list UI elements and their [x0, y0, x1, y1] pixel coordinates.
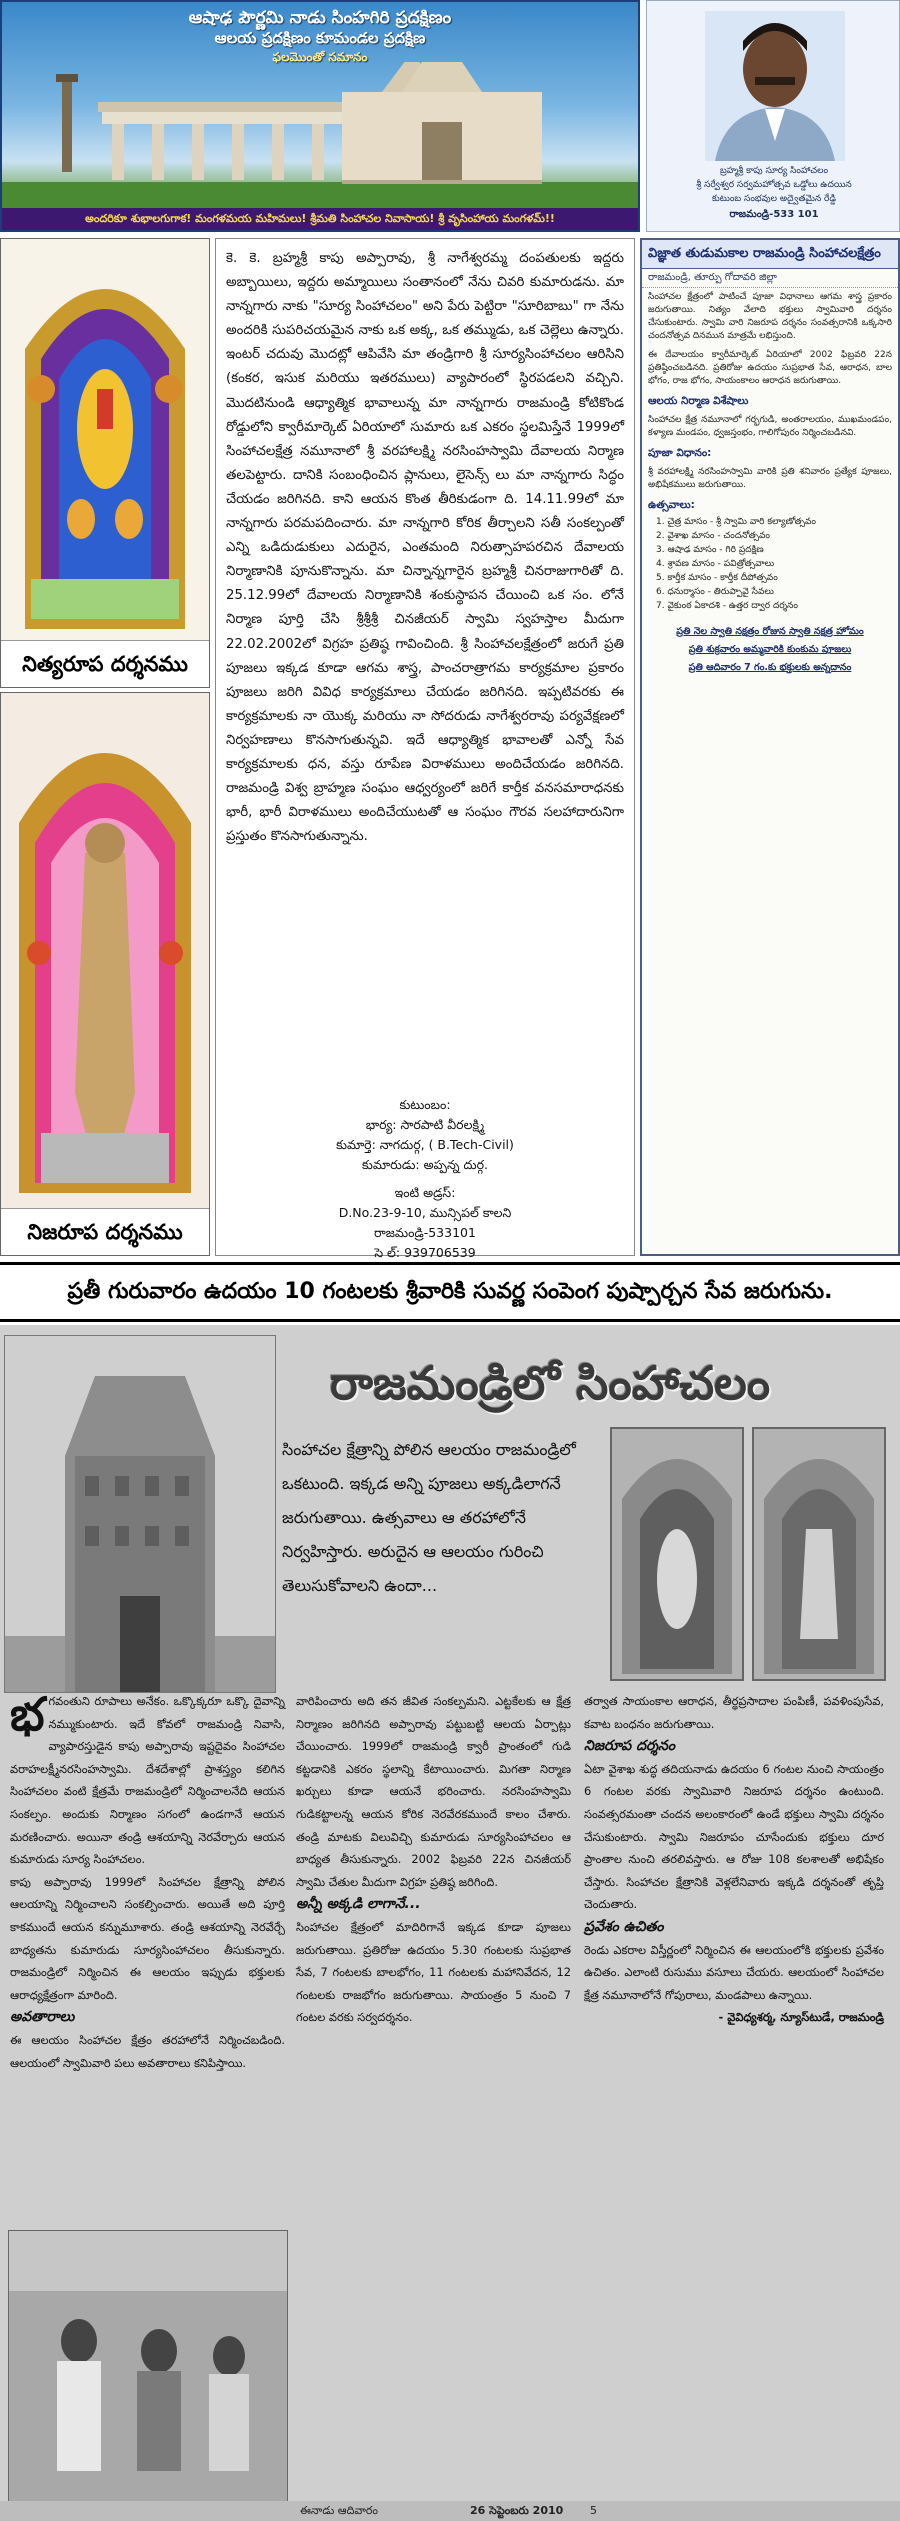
temple-illustration [2, 62, 638, 212]
col2-para-2: సింహాచల క్షేత్రంలో మాదిరిగానే ఇక్కడ కూడా పూజలు జరుగుతాయి. ప్రతిరోజు ఉదయం 5.30 గంటలకు సుప్రభాత సేవ, 7 గంటలకు బాలభోగం, 11 గంటలకు మహానివేదన, 12 గంటలకు రాజభోగం జరుగుతాయి. సాయంత్రం 5 నుంచి 7 గంటల వరకు సర్వదర్శనం. [296, 1919, 571, 2025]
drop-cap: భ [10, 1687, 45, 1741]
col3-para-2: ఏటా వైశాఖ శుద్ధ తదియనాడు ఉదయం 6 గంటల నుంచి సాయంత్రం 6 గంటల వరకు స్వామివారి నిజరూప దర్శనం ఉంటుంది. సంవత్సరమంతా చందన అలంకారంలో ఉండే భక్తులు స్వామి దర్శనం చేసుకుంటారు. స్వామి నిజరూపం చూసేందుకు భక్తులు దూర ప్రాంతాల నుంచి తరలివస్తారు. ఆ రోజు 108 కలశాలతో అభిషేకం చేస్తారు. సింహాచల క్షేత్రానికి వెళ్లలేనివారు ఇక్కడి దర్శనంతో తృప్తి చెందుతారు. [584, 1761, 884, 1912]
banner-line-1: ఆషాఢ పౌర్ణమి నాడు సింహగిరి ప్రదక్షిణం [188, 8, 452, 28]
nijarupa-image [1, 693, 209, 1209]
sidebar-foot-1: ప్రతి నెల స్వాతి నక్షత్రం రోజున స్వాతి నక్షత్ర హోమం [676, 626, 864, 637]
sidebar-para-1: సింహాచల క్షేత్రంలో పాటించే పూజా విధానాలు ఆగమ శాస్త్ర ప్రకారం జరుగుతాయి. నిత్యం వేలాది భక్తులు స్వామివారి దర్శనం చేసుకుంటారు. స్వామి వారి నిజరూప దర్శనం సంవత్సరానికి ఒక్కసారి చందనోత్సవ దినమున మాత్రమే లభిస్తుంది. [648, 292, 892, 341]
festival-item: 2. వైశాఖ మాసం - చందనోత్సవం [656, 531, 770, 541]
sidebar-para-2: ఈ దేవాలయం క్వారీమార్కెట్ ఏరియాలో 2002 ఫిబ్రవరి 22న ప్రతిష్ఠించబడినది. ప్రతిరోజు ఉదయం సుప్రభాత సేవ, ఆరాధన, బాల భోగం, రాజ భోగం, సాయంకాలం ఆరాధన జరుగుతాయి. [648, 350, 892, 386]
banner-line-2: ఆలయ ప్రదక్షిణం కూమండల ప్రదక్షిణ [214, 29, 426, 47]
festival-item: 7. వైకుంఠ ఏకాదశి - ఉత్తర ద్వార దర్శనం [656, 601, 798, 611]
footer-page: 5 [590, 2504, 597, 2517]
deity-nijarupa [0, 692, 210, 1256]
address-heading: ఇంటి అడ్రస్: [394, 1185, 456, 1200]
footer-date: 26 సెప్టెంబరు 2010 [470, 2504, 564, 2517]
cell-number: సె ల్: 939706539 [374, 1245, 476, 1260]
nijarupa-label: నిజరూప దర్శనము [1, 1208, 209, 1255]
donor-line-3: కుటుంబ సంభవుల అద్వైతమైన రేడ్డి [711, 194, 837, 204]
deity-nityarupa [0, 238, 210, 688]
donor-line-2: శ్రీ సర్వేశ్వర సర్వమహోత్సవ ఒడ్డోలు ఉదయిన [696, 180, 852, 190]
festival-item: 3. ఆషాఢ మాసం - గిరి ప్రదక్షిణ [656, 545, 764, 555]
wife-name: భార్య: సారపాటి వీరలక్ష్మి [365, 1117, 485, 1132]
address-line: D.No.23-9-10, మున్సిపల్ కాలని [338, 1205, 512, 1220]
temple-history-article [215, 238, 635, 1260]
donor-address: రాజమండ్రి-533 101 [729, 209, 819, 220]
son-name: కుమారుడు: అప్పన్న దుర్గ. [362, 1157, 488, 1172]
nityarupa-image [1, 239, 209, 641]
sidebar-head-1: ఆలయ నిర్మాణ విశేషాలు [648, 395, 749, 407]
people-illustration [9, 2231, 287, 2501]
footer-publication: ఈనాడు ఆదివారం [300, 2504, 378, 2517]
col3-para-3: రెండు ఎకరాల విస్తీర్ణంలో నిర్మించిన ఈ ఆలయంలోకి భక్తులకు ప్రవేశం ఉచితం. ఎలాంటి రుసుము వసూలు చేయరు. ఆలయంలో సింహాచల క్షేత్ర నమూనాలోనే గోపురాలు, మండపాలు ఉన్నాయి. [584, 1942, 884, 2002]
sidebar-foot-2: ప్రతి శుక్రవారం అమ్మవారికి కుంకుమ పూజలు [688, 644, 852, 655]
family-details [216, 1095, 634, 1263]
article-body: కె. కె. బ్రహ్మశ్రీ కాపు అప్పారావు, శ్రీ నాగేశ్వరమ్మ దంపతులకు ఇద్దరు అబ్బాయిలు, ఇద్దరు అమ్మాయిలు సంతానంలో నేను చివరి కుమారుడను. మా నాన్నగారు నాకు "సూర్య సింహాచలం" అని పేరు పెట్టిరా "సూరిబాబు" గా నేను అందరికి సుపరిచయమైన నాకు ఒక అక్క, ఒక తమ్ముడు, ఒక చెల్లెలు ఉన్నారు. ఇంటర్ చదువు మొదట్లో ఆపివేసి మా తండ్రిగారి శ్రీ సూర్యసింహాచలం ఆరిసిని (కంకర, ఇసుక మరియు ఇతరములు) వ్యాపారంలో స్థిరపడలని వచ్చిని. మొదటినుండి ఆధ్యాత్మిక భావాలున్న మా నాన్నగారు రాజమండ్రి కోటికొండ రోడ్డులోని క్వారీమార్కెట్ ఏరియాలో సుమారు ఒక ఎకరం స్థలమిస్తేనే 1999లో సింహాచలక్షేత్ర నమూనాలో శ్రీ వరహాలక్ష్మి నరసింహస్వామి దేవాలయ నిర్మాణ తలపెట్టారు. దానికి సంబంధించిన ప్లానులు, లైసెన్స్ లు మా నాన్నగారు సిద్ధం చేయడం జరిగినది. కాని ఆయన కొంత తీరికుడంగా ది. 14.11.99లో మా నాన్నగారు పరమపదించారు. మా నాన్నగారి కోరిక తీర్చాలని సతీ సంకల్పంతో ఎన్ని ఒడిదుడుకులు ఎదురైన, ఎంతమంది నిరుత్సాహపరచిన దేవాలయ నిర్మాణానికి పూనుకొన్నాను. మా చిన్నాన్నగారైన బ్రహ్మశ్రీ చినరాజుగారితో ది. 25.12.99లో దేవాలయ నిర్మాణానికి శంకుస్థాపన చేయించి ఒక సం. లోనే నిర్మాణ పూర్తి చేసి శ్రీశ్రీశ్రీ చినజీయర్ స్వామి స్వహస్తాల మీదుగా 22.02.2002లో విగ్రహ ప్రతిష్ఠ గావించింది. శ్రీ సింహాచలక్షేత్రంలో జరుగే ప్రతి పూజలు ఇక్కడ కూడా ఆగమ శాస్త్ర, పాంచరాత్రాగమ కార్యక్రమాల ప్రకారం పూజలు జరిగి వివిధ కార్యక్రమాలు చేయడం జరిగినది. ఇప్పటివరకు ఈ కార్యక్రమాలకు నా యొక్క మరియు నా సోదరుడు నాగేశ్వరరావు పర్యవేక్షణలో నిర్వహణాలు కొనసాగుతున్నవి. ఇదే ఆధ్యాత్మిక భావాలతో ఎన్నో సేవ కార్యక్రమాలకు ధన, వస్తు రూపేణ విరాళములు అందిచేయడం జరిగినది. రాజమండ్రి విశ్వ బ్రాహ్మణ సంఘం ఆధ్వర్యంలో జరిగే కార్తీక వనసమారాధనకు భారీ, భారీ విరాళములు అందిచేయుటతో ఆ సంఘం గౌరవ సలహాదారునిగా ప్రస్తుతం కొనసాగుతున్నాను. [226, 251, 624, 845]
daughter-name: కుమార్తె: నాగదుర్గ, ( B.Tech-Civil) [336, 1137, 514, 1152]
shrine-illustration-2 [754, 1429, 884, 1679]
clipping-footer [0, 2501, 900, 2521]
banner-strip: అందరికూ శుభాలగుగాక! మంగళమయ మహిమలు! శ్రీమతి సింహాచల నివాసాయ! శ్రీ వృసింహాయ మంగళమ్!! [2, 208, 638, 230]
col3-subhead-2: ప్రవేశం ఉచితం [584, 1918, 664, 1935]
sidebar-foot-3: ప్రతి ఆదివారం 7 గం.కు భక్తులకు అన్నదానం [688, 662, 852, 673]
temple-banner [0, 0, 640, 232]
sidebar-sub: రాజమండ్రి, తూర్పు గోదావరి జిల్లా [642, 269, 898, 288]
clipping-credit: - వైవిధ్యశర్మ, న్యూస్‌టుడే, రాజమండ్రి [718, 2010, 884, 2025]
clipping-title: రాజమండ్రిలో సింహాచలం [329, 1356, 771, 1410]
shrine-illustration-1 [612, 1429, 742, 1679]
donor-line-1: బ్రహ్మశ్రీ కాపు సూర్య సింహాచలం [719, 166, 829, 176]
sidebar-para-4: శ్రీ వరహాలక్ష్మి నరసింహస్వామి వారికి ప్రతి శనివారం ప్రత్యేక పూజలు, అభిషేకములు జరుగుతాయి. [648, 467, 892, 490]
festival-item: 6. ధనుర్మాసం - తిరుప్పావై సేవలు [656, 587, 774, 597]
col1-subhead: అవతారాలు [10, 2009, 75, 2026]
clipping-column-2 [296, 1690, 571, 2029]
col1-para-1: గవంతుని రూపాలు అనేకం. ఒక్కొక్కరూ ఒక్కొ దైవాన్ని నమ్ముకుంటారు. ఇదే కోవలో రాజమండ్రి నివాసి, వ్యాపారస్తుడైన కాపు అప్పారావు ఇష్టదైవం సింహాచల వరాహలక్ష్మీనరసింహస్వామి. దేశదేశాల్లో ప్రాశస్త్యం కలిగిన సింహాచలం వంటి క్షేత్రమే రాజమండ్రిలో నిర్మించాలనేది ఆయన సంకల్పం. అందుకు నిర్మాణం సగంలో ఉండగానే ఆయన మరణించారు. అయినా తండ్రి ఆశయాన్ని నెరవేర్చారు ఆయన కుమారుడు సూర్య సింహాచలం. [10, 1694, 285, 1867]
address-city: రాజమండ్రి-533101 [374, 1225, 476, 1240]
people-photo [8, 2230, 288, 2502]
festival-item: 4. శ్రావణ మాసం - పవిత్రోత్సవాలు [656, 559, 775, 569]
donor-portrait [705, 11, 845, 161]
shrine-photo-2 [752, 1427, 886, 1681]
sidebar-head-2: పూజా విధానం: [648, 447, 712, 459]
clipping-column-3 [584, 1690, 884, 2029]
festival-item: 5. కార్తీక మాసం - కార్తీక దీపోత్సవం [656, 573, 778, 583]
col1-para-3: ఈ ఆలయం సింహాచల క్షేత్రం తరహాలోనే నిర్మించబడింది. ఆలయంలో స్వామివారి పలు అవతారాలు కనిపిస్తాయి. [10, 2032, 285, 2070]
nityarupa-label: నిత్యరూప దర్శనము [1, 640, 209, 687]
donor-photo-box [646, 0, 900, 232]
col2-para-1: వారిపించారు అది తన జీవిత సంకల్పమని. ఎట్టకేలకు ఆ క్షేత్ర నిర్మాణం జరిగినది అప్పారావు పట్టుబట్టి ఆలయ ఏర్పాట్లు చేయించారు. 1999లో రాజమండ్రి క్వారీ ప్రాంతంలో గుడి కట్టడానికి ఎకరం స్థలాన్ని కేటాయించారు. మిగతా నిర్మాణ ఖర్చులు కూడా ఆయనే భరించారు. నరసింహస్వామి గుడికట్టాలన్న ఆయన కోరిక నెరవేరకముందే కాలం చేశారు. తండ్రి మాటకు విలువిచ్చి కుమారుడు సూర్యసింహాచలం ఆ బాధ్యత తీసుకున్నారు. 2002 ఫిబ్రవరి 22న చినజీయర్ స్వామి చేతుల మీదుగా విగ్రహ ప్రతిష్ఠ జరిగింది. [296, 1694, 571, 1889]
advertisement-section [0, 0, 900, 1260]
sidebar-para-3: సింహాచల క్షేత్ర నమూనాలో గర్భగుడి, అంతరాలయం, ముఖమండపం, కళ్యాణ మండపం, ధ్వజస్తంభం, గాలిగోపురం నిర్మించబడినవి. [648, 415, 892, 438]
sidebar-heading: విజ్ఞాత తుడుమకాల రాజమండ్రి సింహాచలక్షేత్రం [642, 240, 898, 269]
temple-info-sidebar [640, 238, 900, 1256]
clipping-intro: సింహాచల క్షేత్రాన్ని పోలిన ఆలయం రాజమండ్రిలో ఒకటుంది. ఇక్కడ అన్ని పూజలు అక్కడిలాగనే జరుగుతాయి. ఉత్సవాలు ఆ తరహాలోనే నిర్వహిస్తారు. అరుదైన ఆ ఆలయం గురించి తెలుసుకోవాలని ఉందా... [282, 1440, 576, 1595]
festival-item: 1. చైత్ర మాసం - శ్రీ స్వామి వారి కల్యాణోత్సవం [656, 517, 816, 527]
newspaper-clipping [0, 1325, 900, 2521]
thursday-notice: ప్రతీ గురువారం ఉదయం 10 గంటలకు శ్రీవారికి సువర్ణ సంపెంగ పుష్పార్చన సేవ జరుగును. [0, 1262, 900, 1322]
col2-subhead: అన్నీ అక్కడి లాగానే... [296, 1896, 421, 1913]
col1-para-2: కాపు అప్పారావు 1999లో సింహాచల క్షేత్రాన్ని పోలిన ఆలయాన్ని నిర్మించాలని సంకల్పించారు. అయితే అది పూర్తి కాకముందే ఆయన కన్నుమూశారు. తండ్రి ఆశయాన్ని నెరవేర్చే బాధ్యతను కుమారుడు సూర్యసింహాచలం తీసుకున్నారు. రాజమండ్రిలో నిర్మించిన ఈ ఆలయం ఇప్పుడు భక్తులకు ఆరాధ్యక్షేత్రంగా మారింది. [10, 1874, 285, 2002]
col3-para-1: తర్వాత సాయంకాల ఆరాధన, తీర్థప్రసాదాల పంపిణీ, పవళింపుసేవ, కవాట బంధనం జరుగుతాయి. [584, 1694, 884, 1731]
shrine-photo-1 [610, 1427, 744, 1681]
family-heading: కుటుంబం: [399, 1097, 451, 1112]
sidebar-head-3: ఉత్సవాలు: [648, 499, 695, 511]
col3-subhead-1: నిజరూప దర్శనం [584, 1738, 675, 1755]
banner-line-3: ఫలమొంతో సమానం [272, 50, 368, 64]
clipping-column-1 [10, 1687, 285, 2074]
